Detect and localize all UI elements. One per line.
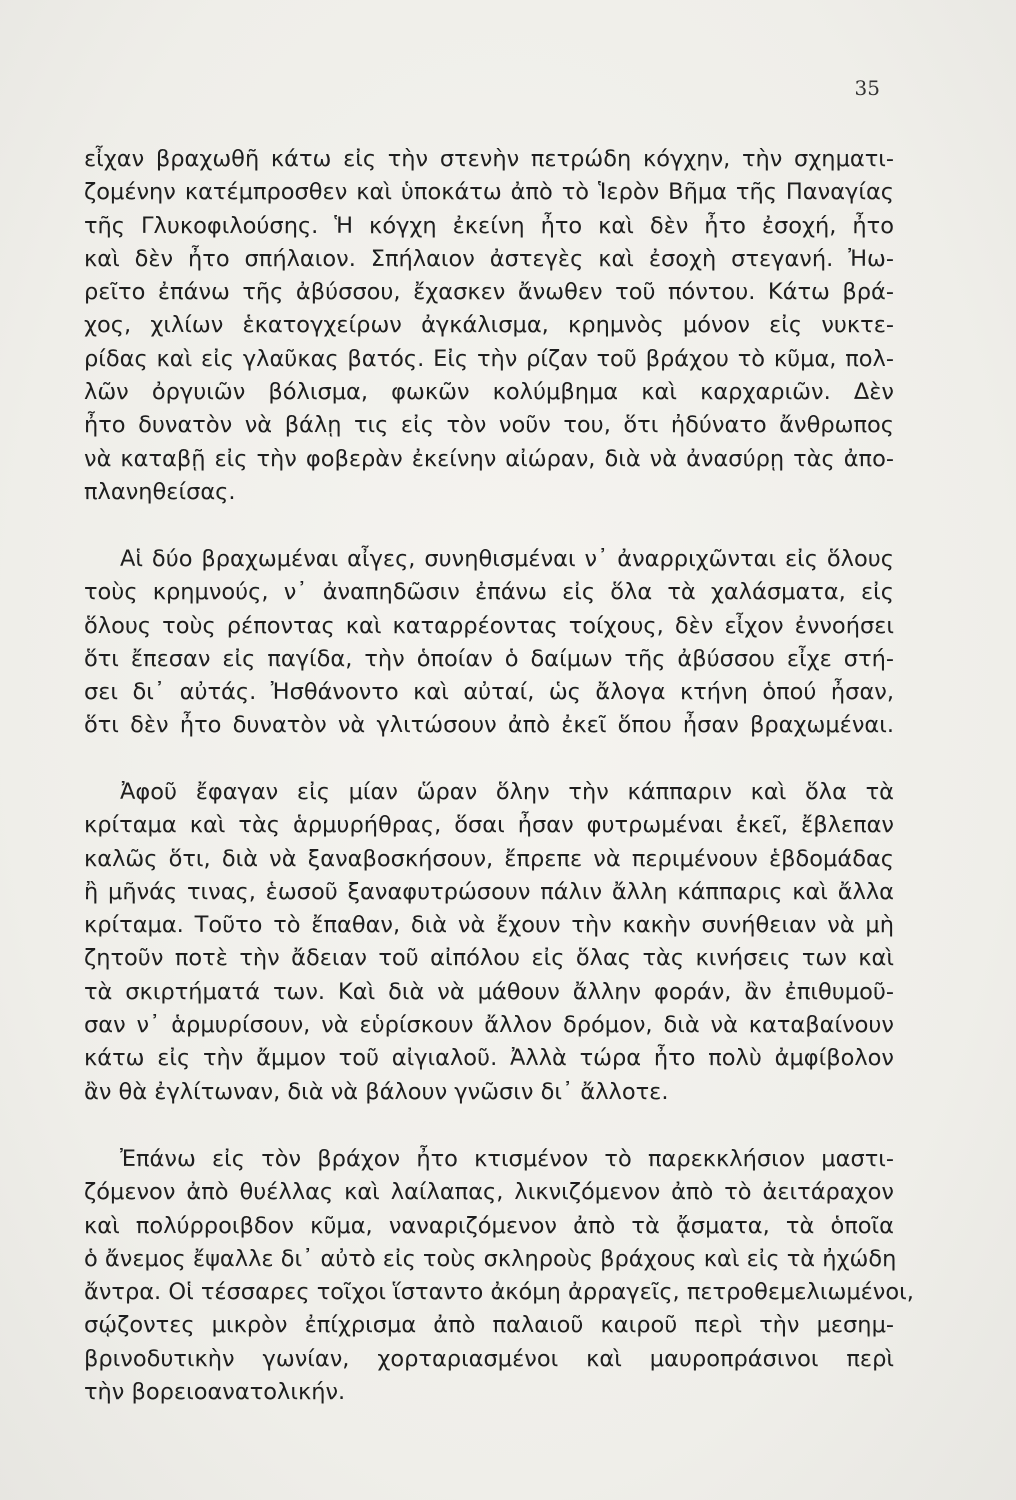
text-line: τῆς Γλυκοφιλούσης. Ἡ κόγχη ἐκείνη ἦτο καὶ δὲν ἦτο ἐσοχή, ἦτο <box>84 212 894 239</box>
text-line: ὅλους τοὺς ρέποντας καὶ καταρρέοντας τοίχους, δὲν εἶχον ἐννοήσει <box>84 612 894 639</box>
paragraph-2 <box>84 543 894 743</box>
text-line: σῴζοντες μικρὸν ἐπίχρισμα ἀπὸ παλαιοῦ καιροῦ περὶ τὴν μεσημ- <box>84 1312 894 1339</box>
text-line: εἶχαν βραχωθῆ κάτω εἰς τὴν στενὴν πετρώδη κόγχην, τὴν σχηματι- <box>84 146 894 172</box>
text-line: σει δι᾿ αὐτάς. Ἠσθάνοντο καὶ αὐταί, ὡς ἄλογα κτήνη ὁπού ἦσαν, <box>84 679 894 706</box>
text-line: πλανηθείσας. <box>84 478 236 505</box>
text-line: ὁ ἄνεμος ἔψαλλε δι᾿ αὐτὸ εἰς τοὺς σκληροὺς βράχους καὶ εἰς τὰ ἠχώδη <box>84 1245 897 1272</box>
paragraph-1 <box>84 143 894 509</box>
text-line: καὶ δὲν ἦτο σπήλαιον. Σπήλαιον ἀστεγὲς καὶ ἐσοχὴ στεγανή. Ἠω- <box>84 245 894 272</box>
text-line: τὰ σκιρτήματά των. Καὶ διὰ νὰ μάθουν ἄλλην φοράν, ἂν ἐπιθυμοῦ- <box>84 978 894 1005</box>
text-line: σαν ν᾿ ἁρμυρίσουν, νὰ εὑρίσκουν ἄλλον δρόμον, διὰ νὰ καταβαίνουν <box>84 1012 894 1039</box>
paragraph-4 <box>84 1143 914 1409</box>
text-line: ὅτι ἔπεσαν εἰς παγίδα, τὴν ὁποίαν ὁ δαίμων τῆς ἀβύσσου εἶχε στή- <box>84 645 894 672</box>
text-line: ζόμενον ἀπὸ θυέλλας καὶ λαίλαπας, λικνιζόμενον ἀπὸ τὸ ἀειτάραχον <box>84 1179 894 1206</box>
text-line: κρίταμα. Τοῦτο τὸ ἔπαθαν, διὰ νὰ ἔχουν τὴν κακὴν συνήθειαν νὰ μὴ <box>84 912 894 939</box>
text-line: τὴν βορειοανατολικήν. <box>84 1379 346 1406</box>
text-line: Αἱ δύο βραχωμέναι αἶγες, συνηθισμέναι ν᾿ ἀναρριχῶνται εἰς ὅλους <box>120 546 894 572</box>
page-number: 35 <box>854 76 880 100</box>
text-line: καλῶς ὅτι, διὰ νὰ ξαναβοσκήσουν, ἔπρεπε νὰ περιμένουν ἑβδομάδας <box>84 845 894 872</box>
text-line: χος, χιλίων ἑκατογχείρων ἀγκάλισμα, κρημνὸς μόνον εἰς νυκτε- <box>84 312 894 339</box>
text-line: νὰ καταβῇ εἰς τὴν φοβερὰν ἐκείνην αἰώραν, διὰ νὰ ἀνασύρῃ τὰς ἀπο- <box>84 445 894 472</box>
text-line: καὶ πολύρροιβδον κῦμα, ναναριζόμενον ἀπὸ τὰ ᾄσματα, τὰ ὁποῖα <box>84 1212 894 1239</box>
text-line: κρίταμα καὶ τὰς ἁρμυρήθρας, ὅσαι ἦσαν φυτρωμέναι ἐκεῖ, ἔβλεπαν <box>84 812 894 839</box>
text-line: ρεῖτο ἐπάνω τῆς ἀβύσσου, ἔχασκεν ἄνωθεν τοῦ πόντου. Κάτω βρά- <box>84 279 894 306</box>
text-line: Ἐπάνω εἰς τὸν βράχον ἦτο κτισμένον τὸ παρεκκλήσιον μαστι- <box>120 1146 894 1172</box>
text-line: ρίδας καὶ εἰς γλαῦκας βατός. Εἰς τὴν ρίζαν τοῦ βράχου τὸ κῦμα, πολ- <box>84 345 894 372</box>
text-line: βρινοδυτικὴν γωνίαν, χορταριασμένοι καὶ μαυροπράσινοι περὶ <box>84 1345 894 1372</box>
text-line: Ἀφοῦ ἔφαγαν εἰς μίαν ὥραν ὅλην τὴν κάππαριν καὶ ὅλα τὰ <box>120 779 894 805</box>
text-line: ἢ μῆνάς τινας, ἑωσοῦ ξαναφυτρώσουν πάλιν ἄλλη κάππαρις καὶ ἄλλα <box>84 878 894 905</box>
text-line: ἂν θὰ ἐγλίτωναν, διὰ νὰ βάλουν γνῶσιν δι᾿ ἄλλοτε. <box>84 1078 669 1105</box>
text-line: λῶν ὀργυιῶν βόλισμα, φωκῶν κολύμβημα καὶ καρχαριῶν. Δὲν <box>84 379 894 406</box>
text-line: ζομένην κατέμπροσθεν καὶ ὑποκάτω ἀπὸ τὸ Ἱερὸν Βῆμα τῆς Παναγίας <box>84 179 894 206</box>
text-line: ἦτο δυνατὸν νὰ βάλῃ τις εἰς τὸν νοῦν του, ὅτι ἠδύνατο ἄνθρωπος <box>84 412 894 439</box>
paragraph-3 <box>84 776 894 1109</box>
text-line: ὅτι δὲν ἦτο δυνατὸν νὰ γλιτώσουν ἀπὸ ἐκεῖ ὅπου ἦσαν βραχωμέναι. <box>84 712 894 739</box>
text-line: τοὺς κρημνούς, ν᾿ ἀναπηδῶσιν ἐπάνω εἰς ὅλα τὰ χαλάσματα, εἰς <box>84 579 894 606</box>
text-line: κάτω εἰς τὴν ἄμμον τοῦ αἰγιαλοῦ. Ἀλλὰ τώρα ἦτο πολὺ ἀμφίβολον <box>84 1045 894 1072</box>
text-line: ζητοῦν ποτὲ τὴν ἄδειαν τοῦ αἰπόλου εἰς ὅλας τὰς κινήσεις των καὶ <box>84 945 894 972</box>
text-line: ἄντρα. Οἱ τέσσαρες τοῖχοι ἵσταντο ἀκόμη ἀρραγεῖς, πετροθεμελιωμένοι, <box>84 1279 914 1306</box>
